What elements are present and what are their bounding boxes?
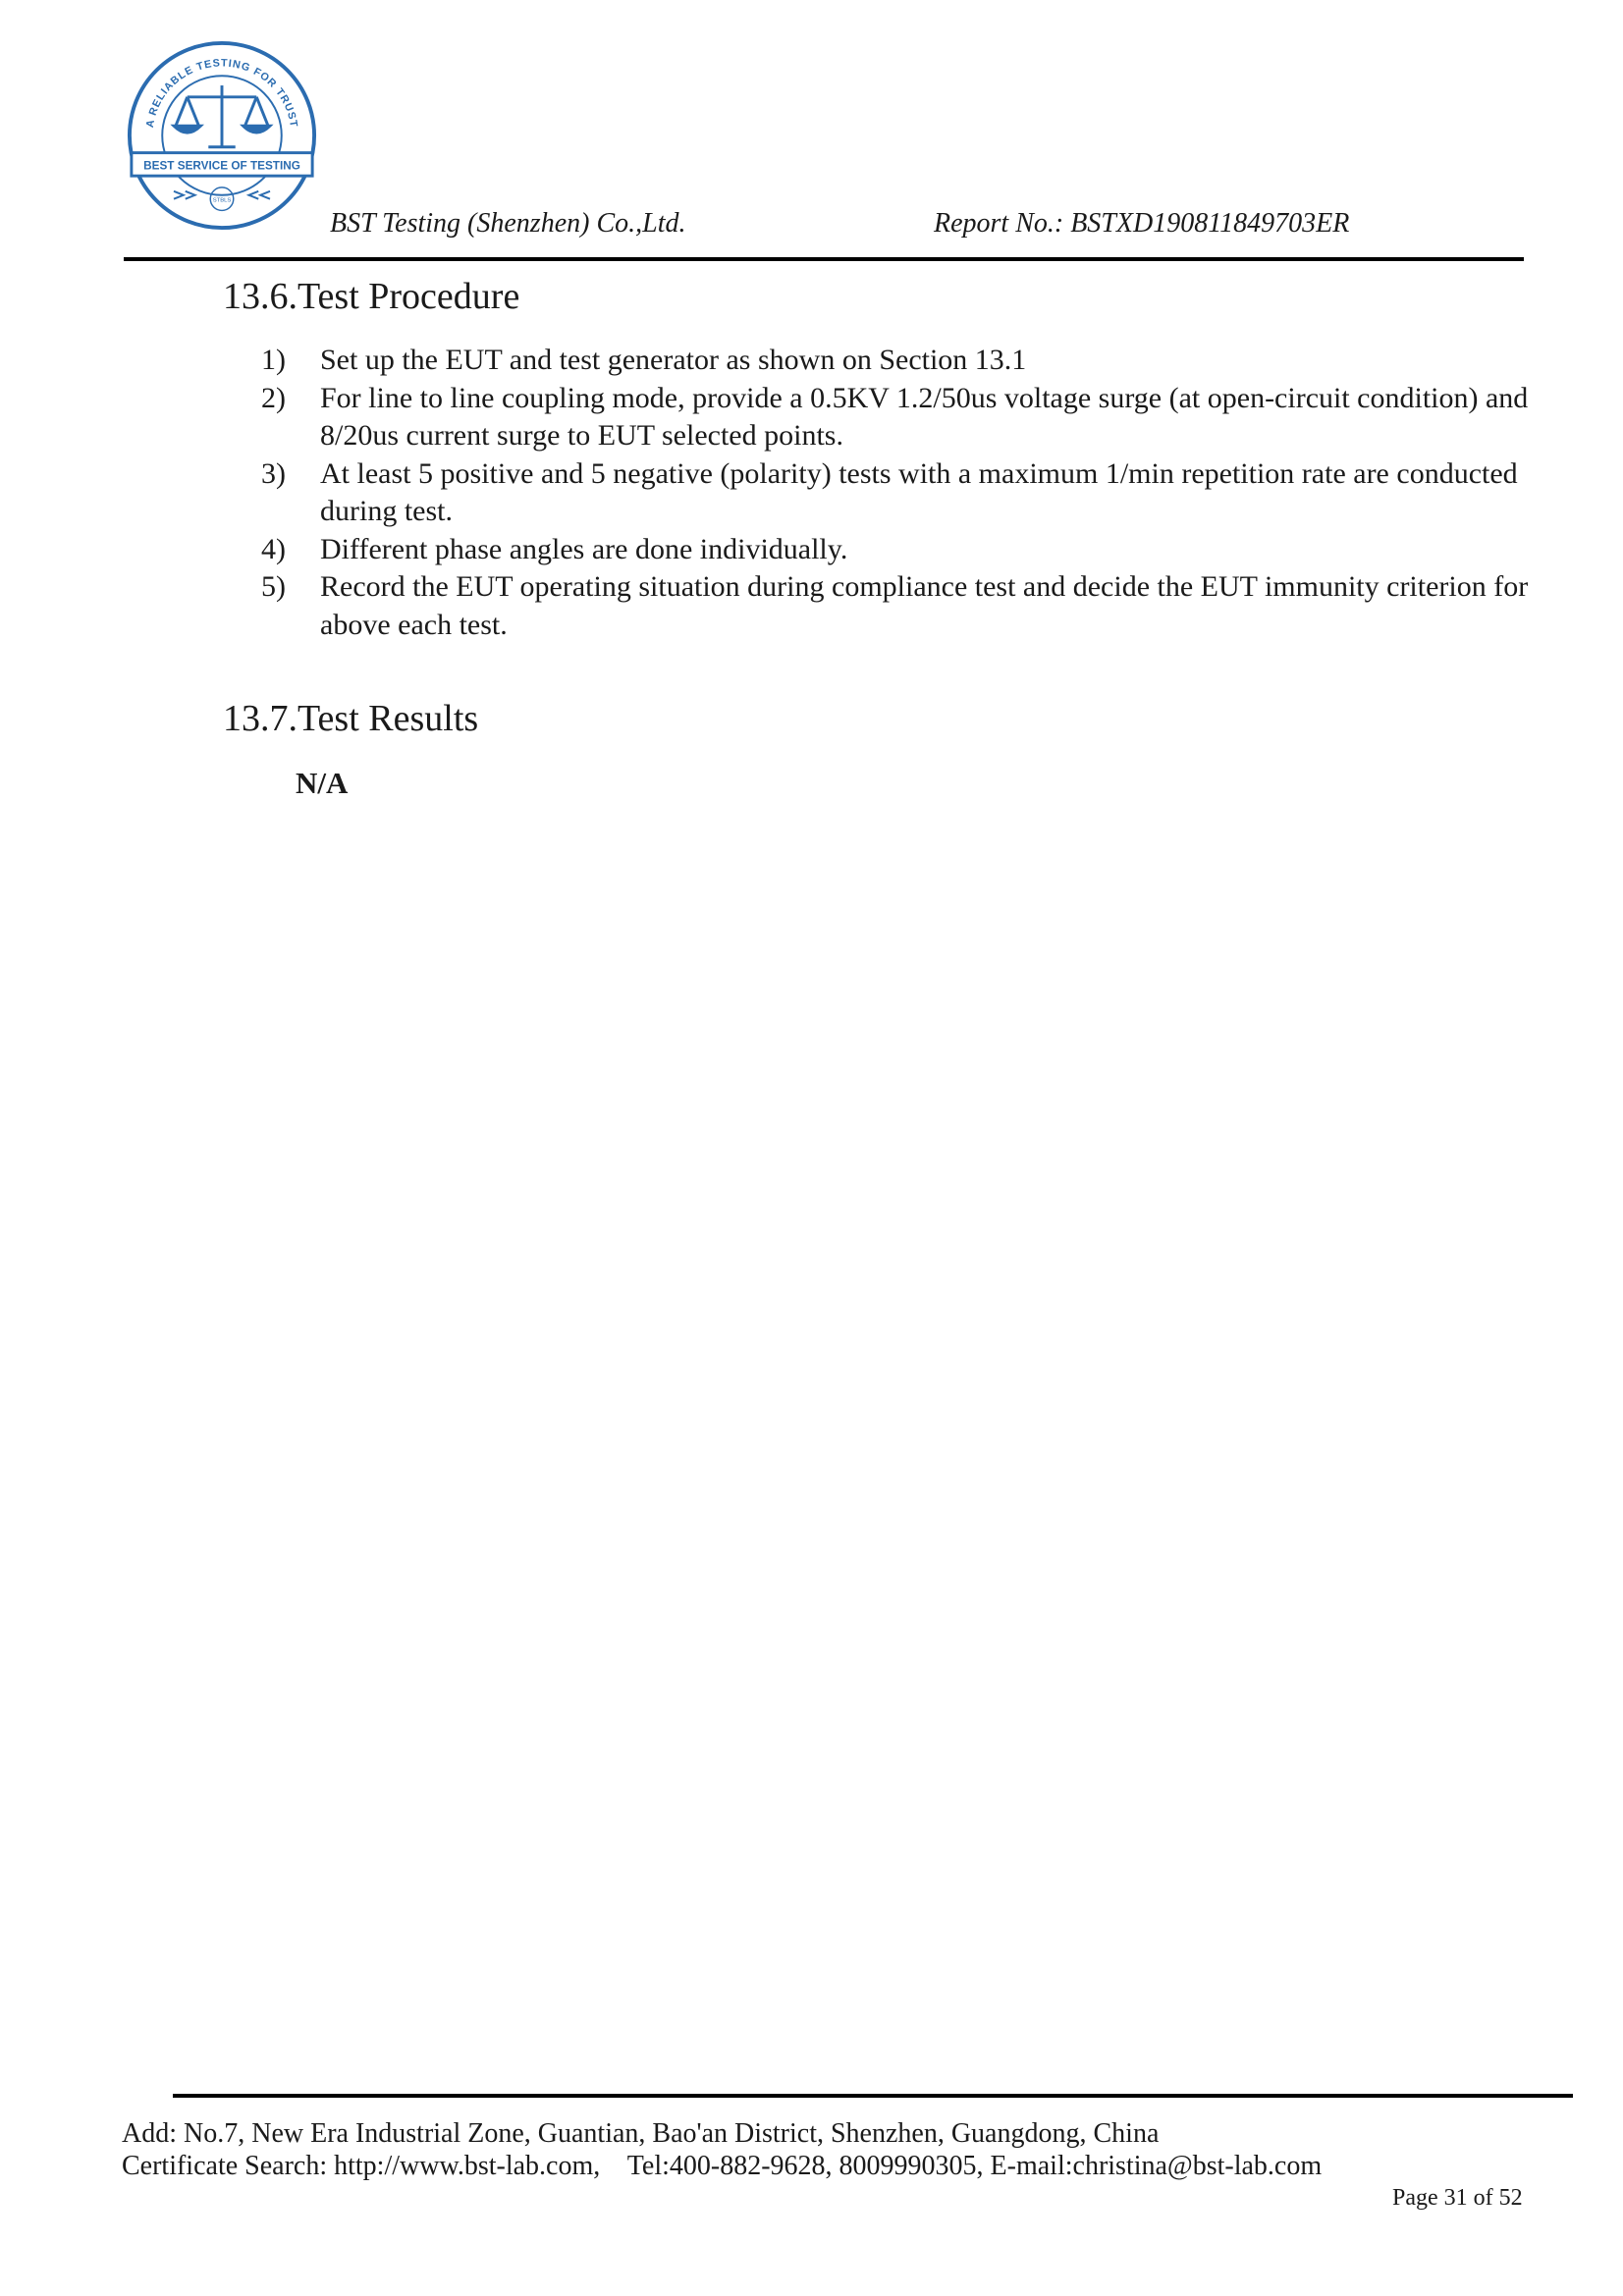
list-item-number: 1) <box>261 344 286 376</box>
list-item-text: For line to line coupling mode, provide a 0.5KV 1.2/50us voltage surge (at open-circuit condition) and 8/20us current surge to EUT selected points. <box>320 381 1529 452</box>
logo-center-text: STBLS <box>212 197 232 204</box>
list-item-number: 4) <box>261 532 286 565</box>
list-item <box>261 342 1538 380</box>
page-number: Page 31 of 52 <box>1392 2185 1523 2211</box>
list-item <box>261 380 1538 455</box>
list-item-text: Different phase angles are done individually. <box>320 532 848 565</box>
test-results-value: N/A <box>296 766 349 800</box>
list-item <box>261 455 1538 531</box>
list-item <box>261 531 1538 569</box>
scales-icon <box>174 85 270 147</box>
list-item <box>261 568 1538 644</box>
list-item-number: 2) <box>261 381 286 414</box>
report-number: Report No.: BSTXD190811849703ER <box>934 208 1350 239</box>
list-item-text: Set up the EUT and test generator as shown on Section 13.1 <box>320 344 1027 376</box>
procedure-list <box>261 342 1538 644</box>
logo-ring-text: A RELIABLE TESTING FOR TRUST <box>143 57 300 129</box>
footer-divider <box>173 2094 1573 2098</box>
list-item-text: At least 5 positive and 5 negative (polarity) tests with a maximum 1/min repetition rate are conducted during test. <box>320 456 1518 527</box>
company-name: BST Testing (Shenzhen) Co.,Ltd. <box>330 208 686 239</box>
section-title-results: 13.7.Test Results <box>223 698 479 739</box>
list-item-number: 5) <box>261 570 286 603</box>
company-logo <box>126 39 318 232</box>
footer-address: Add: No.7, New Era Industrial Zone, Guantian, Bao'an District, Shenzhen, Guangdong, China <box>122 2118 1160 2149</box>
list-item-number: 3) <box>261 456 286 490</box>
header-divider <box>124 257 1524 261</box>
section-title-procedure: 13.6.Test Procedure <box>223 276 520 317</box>
footer-certificate: Certificate Search: http://www.bst-lab.com, Tel:400-882-9628, 8009990305, E-mail:christina@bst-lab.com <box>122 2151 1323 2181</box>
list-item-text: Record the EUT operating situation during compliance test and decide the EUT immunity criterion for above each test. <box>320 570 1529 641</box>
logo-banner-text: BEST SERVICE OF TESTING <box>143 159 300 173</box>
